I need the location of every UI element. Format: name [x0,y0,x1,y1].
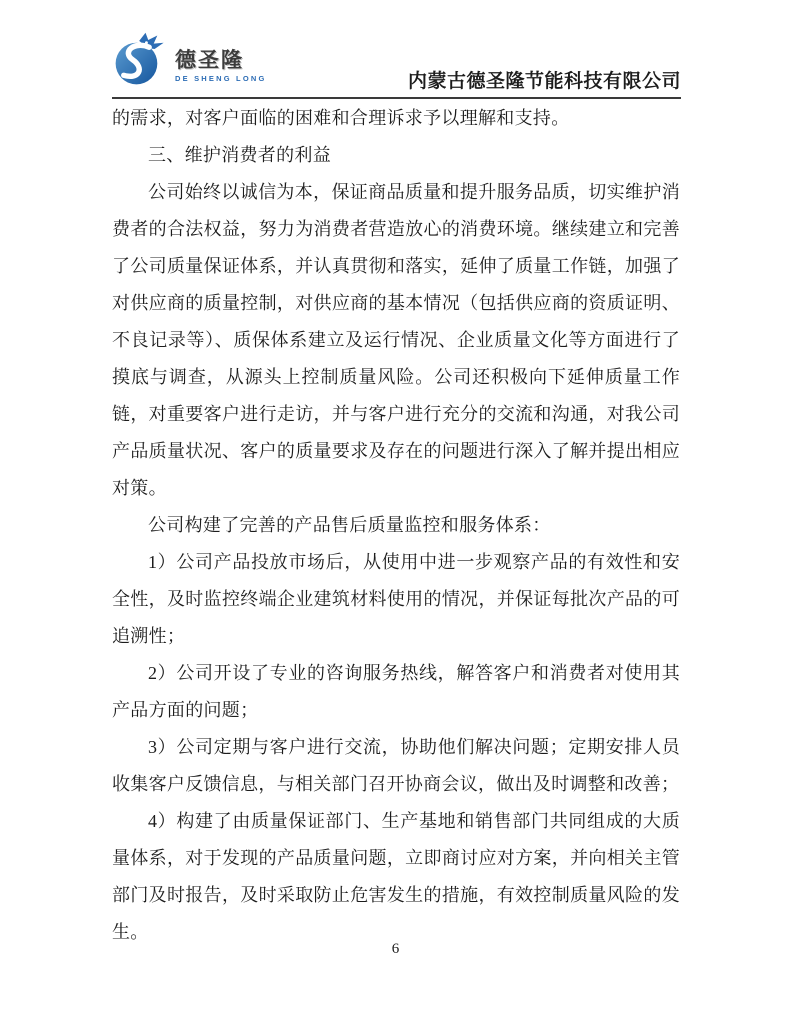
header-divider [112,97,681,99]
logo-dragon-icon [112,30,170,88]
paragraph: 4）构建了由质量保证部门、生产基地和销售部门共同组成的大质量体系，对于发现的产品质量问题，立即商讨应对方案，并向相关主管部门及时报告，及时采取防止危害发生的措施，有效控制质量风险的发生。 [112,811,680,942]
logo-text [175,36,267,83]
paragraph: 1）公司产品投放市场后，从使用中进一步观察产品的有效性和安全性，及时监控终端企业建筑材料使用的情况，并保证每批次产品的可追溯性； [112,552,680,646]
paragraph: 的需求，对客户面临的困难和合理诉求予以理解和支持。 [112,108,570,128]
document-body [112,100,680,951]
paragraph: 三、维护消费者的利益 [148,145,331,165]
paragraph: 2）公司开设了专业的咨询服务热线，解答客户和消费者对使用其产品方面的问题； [112,663,680,720]
logo-text-en: DE SHENG LONG [175,73,267,83]
company-name: 内蒙古德圣隆节能科技有限公司 [407,71,681,92]
paragraph: 公司始终以诚信为本，保证商品质量和提升服务品质，切实维护消费者的合法权益，努力为消费者营造放心的消费环境。继续建立和完善了公司质量保证体系，并认真贯彻和落实，延伸了质量工作链，加强了对供应商的质量控制，对供应商的基本情况（包括供应商的资质证明、不良记录等）、质保体系建立及运行情况、企业质量文化等方面进行了摸底与调查，从源头上控制质量风险。公司还积极向下延伸质量工作链，对重要客户进行走访，并与客户进行充分的交流和沟通，对我公司产品质量状况、客户的质量要求及存在的问题进行深入了解并提出相应对策。 [112,182,680,498]
paragraph: 3）公司定期与客户进行交流，协助他们解决问题；定期安排人员收集客户反馈信息，与相关部门召开协商会议，做出及时调整和改善； [112,737,680,794]
page-header [112,30,681,96]
logo-text-cn: 德圣隆 [175,48,244,72]
company-logo [112,30,267,88]
paragraph: 公司构建了完善的产品售后质量监控和服务体系： [148,515,551,535]
page-number: 6 [391,941,400,957]
